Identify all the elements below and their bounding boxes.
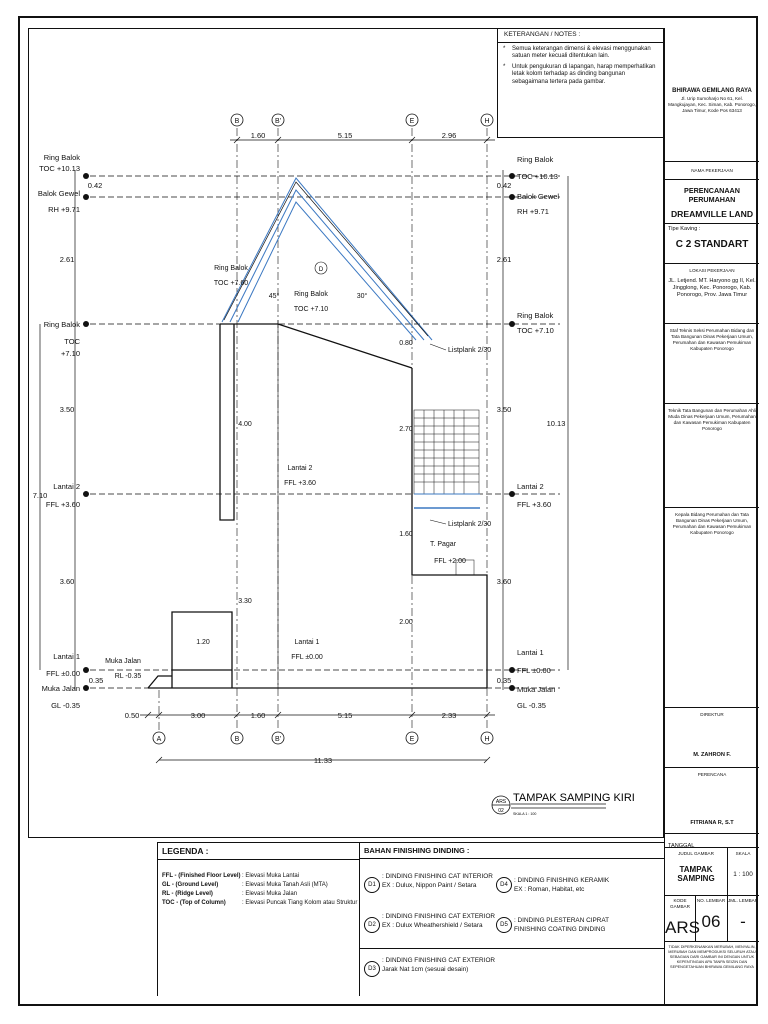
dim-text: 7.10 (32, 491, 48, 500)
dim-text: 1.20 (196, 639, 210, 646)
inner-label: Listplank 2/30 (448, 347, 492, 354)
inner-label: FFL +3.60 (284, 480, 316, 487)
level-label: Ring Balok (517, 155, 554, 164)
level-label: Ring Balok (43, 320, 80, 329)
dim-text: 3.50 (496, 405, 512, 414)
angle-label: 45° (268, 293, 280, 300)
finishing-item: : DINDING FINISHING KERAMIK EX : Roman, Habitat, etc (514, 877, 610, 893)
inner-label: FFL +2.00 (434, 558, 466, 565)
title-block (664, 28, 758, 1006)
sheet-value: 06 (701, 912, 721, 931)
inner-label: TOC +7.60 (213, 280, 249, 287)
wall-tag: D (318, 267, 324, 273)
notes-item: * Semua keterangan dimensi & elevasi menggunakan satuan meter kecuali ditentukan lain. (503, 45, 651, 59)
level-value: FFL +3.60 (517, 500, 552, 509)
scale-label: SKALA (735, 851, 751, 856)
type-label: Tipe Kaving : (668, 226, 701, 232)
finishing-tag: D1 (364, 877, 380, 893)
level-value: FFL +3.60 (45, 500, 80, 509)
level-value: +7.10 (61, 349, 80, 358)
dim-text: 2.61 (59, 255, 75, 264)
dim-text: 1.60 (250, 131, 266, 140)
drawing-title: TAMPAK (679, 865, 713, 874)
level-label: Balok Gewel (517, 192, 560, 201)
location-value: JL. Letjend. MT. Haryono gg II, Kel. Jingglong, Kec. Ponorogo, Kab. Ponorogo, Prov. Jawa Timur (668, 278, 756, 298)
level-label: Balok Gewel (37, 189, 80, 198)
designer-name: FITRIANA R, S.T (690, 820, 734, 826)
total-label: JML. LEMBAR (727, 898, 759, 903)
legend-panel (157, 842, 664, 996)
level-value: RH +9.71 (48, 205, 80, 214)
level-value: GL -0.35 (51, 701, 80, 710)
dim-text: 0.42 (87, 181, 103, 190)
designer-label: PERENCANA (697, 772, 727, 777)
drawing-title-label: JUDUL GAMBAR (678, 851, 714, 856)
dim-text: 0.35 (496, 676, 512, 685)
approver-3: Kepala Bidang Perumahan dan Tata Bangunan Dinas Pekerjaan Umum, Perumahan dan Kawasan Pemukiman Kabupaten Ponorogo (672, 512, 752, 535)
legend-row: GL - (Ground Level) : Elevasi Muka Tanah Asli (MTA) (162, 882, 328, 888)
director-name: M. ZAHRON F. (693, 752, 731, 758)
dim-text: 1.60 (399, 531, 413, 538)
scale-value: 1 : 100 (733, 871, 753, 878)
roof-outline (222, 178, 432, 340)
angle-label: 30° (356, 293, 368, 300)
level-value: FFL ±0.00 (517, 666, 551, 675)
level-label: Lantai 1 (53, 652, 80, 661)
inner-label: T. Pagar (429, 541, 457, 548)
grid-label-top: H (484, 118, 490, 125)
director-label: DIREKTUR (700, 712, 724, 717)
level-label: Muka Jalan (41, 684, 80, 693)
legend-title: LEGENDA : (158, 843, 359, 860)
finishing-tag: D3 (364, 961, 380, 977)
approver-1: Staf Teknis Seksi Perumahan Bidang dan Tata Bangunan Dinas Pekerjaan Umum, Perumahan dan Kawasan Pemukiman Kabupaten Ponorogo (669, 328, 755, 351)
finishing-tag: D2 (364, 917, 380, 933)
disclaimer: TIDAK DIPERKENANKAN MERUBAH, MENYALIN, MERUBAH DAN MEMPRODUKSI SELURUH ATAU SEBAGIAN DARI GAMBAR INI DENGAN UNTUK KEPENTINGAN APA TANPA SEIZIN DAN SEPENGETAHUAN BHIRAWA GEMILANG RAYA (668, 945, 756, 969)
inner-label: Lantai 2 (287, 465, 313, 472)
dim-text: 0.80 (399, 340, 413, 347)
finishing-title: BAHAN FINISHING DINDING : (364, 846, 470, 855)
level-label: Lantai 2 (53, 482, 80, 491)
inner-label: Listplank 2/30 (448, 521, 492, 528)
level-value: TOC +7.10 (517, 326, 554, 335)
dim-total: 11.33 (313, 756, 333, 765)
view-scale: SKALA 1 : 100 (513, 812, 537, 816)
view-sheet: 02 (498, 808, 504, 814)
dim-text: 0.42 (496, 181, 512, 190)
dim-text: 10.13 (546, 419, 566, 428)
dim-text: 0.50 (124, 711, 140, 720)
level-label: Lantai 2 (517, 482, 544, 491)
dim-text: 2.96 (441, 131, 457, 140)
grid-label-top: B (234, 118, 240, 125)
level-value: TOC +10.13 (39, 164, 80, 173)
level-label: Lantai 1 (517, 648, 544, 657)
dim-text: 2.00 (399, 619, 413, 626)
dim-text: 3.50 (59, 405, 75, 414)
grid-label-top: B' (274, 118, 282, 125)
grid-label-bottom: B' (274, 736, 282, 743)
finishing-tag: D4 (496, 877, 512, 893)
legend-row: TOC - (Top of Column) : Elevasi Puncak Tiang Kolom atau Struktur (162, 900, 358, 906)
level-label: Ring Balok (517, 311, 554, 320)
level-label: Muka Jalan (517, 685, 556, 694)
location-label: LOKASI PEKERJAAN (689, 268, 735, 273)
finishing-item: : DINDING FINISHING CAT EXTERIOR EX : Dulux Wheathershield / Setara (382, 913, 496, 929)
grid-label-top: E (409, 118, 415, 125)
approver-2: Teknik Tata Bangunan dan Perumahan Ahli Muda Dinas Pekerjaan Umum, Perumahan dan Kawasan Pemukiman Kabupaten Ponorogo (668, 408, 756, 431)
dim-text: 3.30 (238, 598, 252, 605)
inner-label: RL -0.35 (114, 673, 142, 680)
grid-label-bottom: H (484, 736, 490, 743)
dim-text: 3.60 (496, 577, 512, 586)
finishing-item: : DINDING FINISHING CAT EXTERIOR Jarak Nat 1cm (sesuai desain) (382, 957, 496, 973)
grid-label-bottom: A (156, 736, 162, 743)
date-label: TANGGAL (668, 843, 695, 849)
dim-text: 5.15 (337, 131, 353, 140)
dim-text: 5.15 (337, 711, 353, 720)
level-label: Ring Balok (43, 153, 80, 162)
project-name: PERENCANAAN PERUMAHAN (684, 186, 740, 204)
level-value: TOC (64, 337, 80, 346)
level-value: RH +9.71 (517, 207, 549, 216)
building-outline (148, 320, 487, 688)
company-address: Jl. Urip Sumoharjo No 61, Kel. Mangkujayan, Kec. Siman, Kab. Ponorogo, Jawa Timur, Kode Pos 63413 (668, 96, 756, 113)
inner-label: Muka Jalan (105, 658, 141, 665)
dim-text: 2.70 (399, 426, 413, 433)
legend-row: FFL - (Finished Floor Level) : Elevasi Muka Lantai (162, 873, 300, 879)
level-value: GL -0.35 (517, 701, 546, 710)
inner-label: TOC +7.10 (293, 306, 329, 313)
level-value: FFL ±0.00 (46, 669, 80, 678)
view-title: TAMPAK SAMPING KIRI (513, 792, 635, 804)
finishing-tag: D5 (496, 917, 512, 933)
code-value: ARS (665, 918, 700, 937)
tile-cladding (414, 410, 479, 575)
dim-text: 3.00 (190, 711, 206, 720)
dim-text: 3.60 (59, 577, 75, 586)
legend-row: RL - (Ridge Level) : Elevasi Muka Jalan (162, 891, 298, 897)
total-value: - (740, 912, 746, 931)
finishing-item: : DINDING PLESTERAN CIPRAT FINISHING COATING DINDING (514, 917, 610, 933)
grid-label-bottom: B (234, 736, 240, 743)
inner-label: Lantai 1 (294, 639, 320, 646)
company-cell (665, 28, 759, 162)
dim-text: 0.35 (88, 676, 104, 685)
code-label: KODE GAMBAR (670, 898, 690, 909)
view-code: ARS (495, 799, 507, 805)
dim-text: 4.00 (238, 421, 252, 428)
company-name: BHIRAWA GEMILANG RAYA (672, 88, 752, 94)
dim-text: 2.61 (496, 255, 512, 264)
level-value: TOC +10.13 (517, 172, 558, 181)
project-name-2: DREAMVILLE LAND (670, 209, 754, 219)
notes-title: KETERANGAN / NOTES : (498, 28, 664, 43)
project-label: NAMA PEKERJAAN (691, 168, 733, 173)
sheet-label: NO. LEMBAR (696, 898, 726, 903)
notes-item: * Untuk pengukuran di lapangan, harap memperhatikan letak kolom terhadap as dinding bangunan sebagaimana tertera pada gambar. (503, 63, 656, 85)
inner-label: FFL ±0.00 (291, 654, 323, 661)
dim-text: 1.60 (250, 711, 266, 720)
inner-label: Ring Balok (294, 291, 328, 298)
grid-label-bottom: E (409, 736, 415, 743)
type-value: C 2 STANDART (675, 238, 749, 250)
drawing-title-2: SAMPING (677, 874, 715, 883)
finishing-item: : DINDING FINISHING CAT INTERIOR EX : Dulux, Nippon Paint / Setara (382, 873, 493, 889)
inner-label: Ring Balok (214, 265, 248, 272)
dim-text: 2.33 (441, 711, 457, 720)
